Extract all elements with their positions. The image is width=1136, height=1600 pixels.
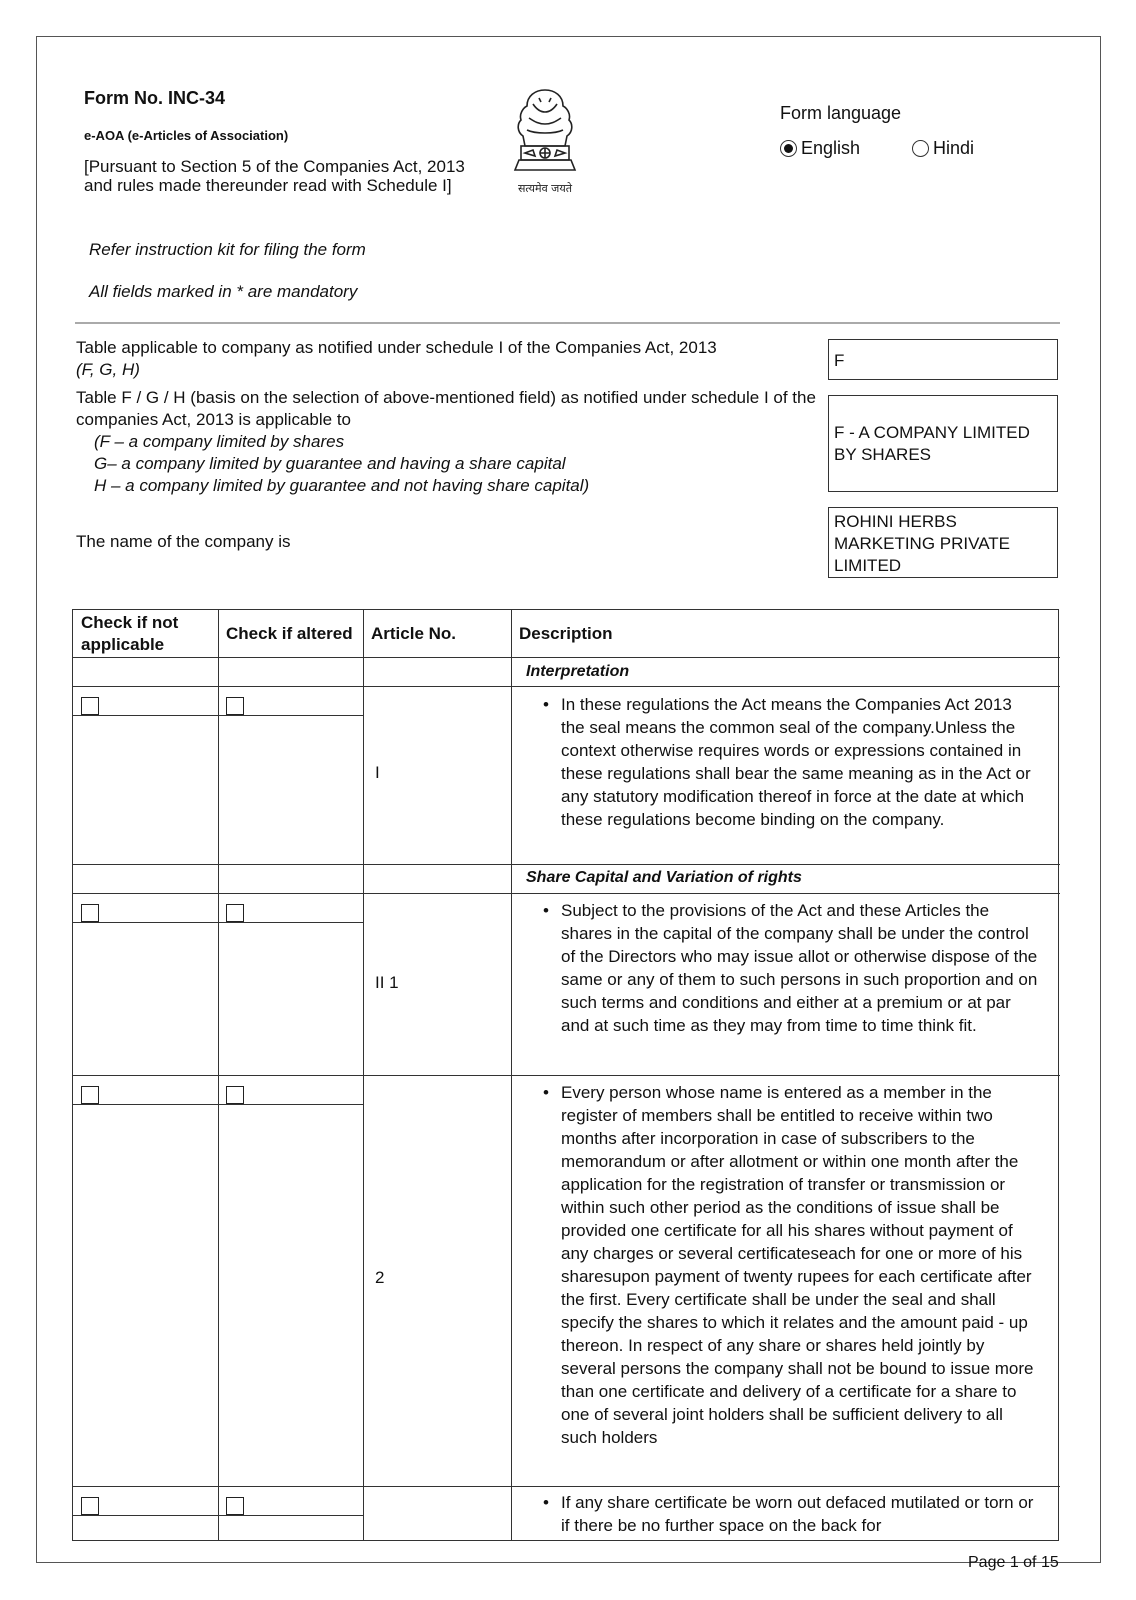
national-emblem-icon: [505, 84, 585, 219]
radio-selected-icon[interactable]: [780, 140, 797, 157]
section-heading-interpretation: Interpretation: [526, 663, 630, 680]
language-option-label: English: [801, 138, 861, 158]
article-description: • Every person whose name is entered as a member in the register of members shall be entitled to receive within two months after incorporation in case of subscribers to the memorandum or after allotment or within one month after the application for the registration of transfer or transmission or within such other period as the conditions of issue shall be provided one certificate for all his shares without payment of any charges or several certificateseach for one or more of his sharesupon payment of twenty rupees for each certificate after the first. Every certificate shall be under the seal and shall specify the shares to which it relates and the amount paid - up thereon. In respect of any share or shares held jointly by several persons the company shall not be bound to issue more than one certificate and delivery of a certificate for a share to one of several joint holders shall be sufficient delivery to all such holders: [543, 1081, 1038, 1449]
mandatory-note: All fields marked in * are mandatory: [89, 282, 358, 301]
form-number: Form No. INC-34: [84, 88, 226, 108]
article-number: 2: [375, 1268, 385, 1287]
table-desc-field[interactable]: F - A COMPANY LIMITED BY SHARES: [828, 395, 1058, 492]
emblem-caption: सत्यमेव जयते: [517, 182, 573, 195]
row-divider: [73, 1104, 363, 1105]
table-option-g: G– a company limited by guarantee and having a share capital: [94, 454, 566, 473]
article-description: • In these regulations the Act means the Companies Act 2013 the seal means the common seal of the company.Unless the context otherwise requires words or expressions contained in these regulations shall bear the same meaning as in the Act or any statutory modification thereof in force at the date at which these regulations become binding on the company.: [543, 693, 1038, 831]
article-number: II 1: [375, 973, 399, 992]
table-desc-label: [76, 387, 816, 497]
row-divider: [73, 715, 363, 716]
column-header-description: Description: [519, 623, 613, 643]
table-option-f: (F – a company limited by shares: [94, 432, 345, 451]
table-applicable-hint: (F, G, H): [76, 360, 140, 379]
altered-checkbox[interactable]: [226, 904, 244, 922]
row-divider: [73, 686, 1060, 687]
article-number: I: [375, 763, 380, 782]
row-divider: [73, 864, 1060, 865]
row-divider: [73, 922, 363, 923]
section-heading-share-capital: Share Capital and Variation of rights: [526, 869, 802, 886]
row-divider: [73, 657, 1060, 658]
table-desc-options: [76, 431, 816, 497]
articles-table: [72, 609, 1059, 1541]
company-name-label: The name of the company is: [76, 532, 291, 551]
form-pursuant-text: [Pursuant to Section 5 of the Companies Act, 2013 and rules made thereunder read with Schedule I]: [84, 157, 465, 195]
row-divider: [73, 1486, 1060, 1487]
radio-unselected-icon[interactable]: [912, 140, 929, 157]
language-option-english[interactable]: [780, 138, 860, 159]
table-applicable-text: Table applicable to company as notified under schedule I of the Companies Act, 2013: [76, 338, 717, 357]
header-divider: [75, 322, 1060, 324]
table-applicable-field[interactable]: F: [828, 339, 1058, 380]
row-divider: [73, 1515, 363, 1516]
instruction-note: Refer instruction kit for filing the form: [89, 240, 366, 259]
not-applicable-checkbox[interactable]: [81, 904, 99, 922]
column-header-altered: Check if altered: [226, 623, 353, 643]
page-number: Page 1 of 15: [968, 1554, 1059, 1571]
altered-checkbox[interactable]: [226, 1086, 244, 1104]
table-option-h: H – a company limited by guarantee and not having share capital): [94, 476, 590, 495]
table-desc-text: Table F / G / H (basis on the selection of above-mentioned field) as notified under schedule I of the companies Act, 2013 is applicable to: [76, 388, 816, 429]
language-option-hindi[interactable]: [912, 138, 974, 159]
form-subtitle: e-AOA (e-Articles of Association): [84, 128, 289, 143]
article-description: • Subject to the provisions of the Act and these Articles the shares in the capital of the company shall be under the control of the Directors who may issue allot or otherwise dispose of the same or any of them to such persons in such proportion and on such terms and conditions and either at a premium or at par and at such time as they may from time to time think fit.: [543, 899, 1038, 1037]
altered-checkbox[interactable]: [226, 697, 244, 715]
altered-checkbox[interactable]: [226, 1497, 244, 1515]
language-option-label: Hindi: [933, 138, 975, 158]
article-description: • If any share certificate be worn out defaced mutilated or torn or if there be no further space on the back for: [543, 1491, 1038, 1537]
not-applicable-checkbox[interactable]: [81, 697, 99, 715]
table-applicable-label: [76, 337, 816, 381]
row-divider: [73, 893, 1060, 894]
not-applicable-checkbox[interactable]: [81, 1497, 99, 1515]
column-header-not-applicable: Check if not applicable: [81, 612, 179, 654]
row-divider: [73, 1075, 1060, 1076]
column-header-article-no: Article No.: [371, 623, 457, 643]
form-language-label: Form language: [780, 103, 902, 123]
not-applicable-checkbox[interactable]: [81, 1086, 99, 1104]
company-name-field[interactable]: ROHINI HERBS MARKETING PRIVATE LIMITED: [828, 507, 1058, 578]
